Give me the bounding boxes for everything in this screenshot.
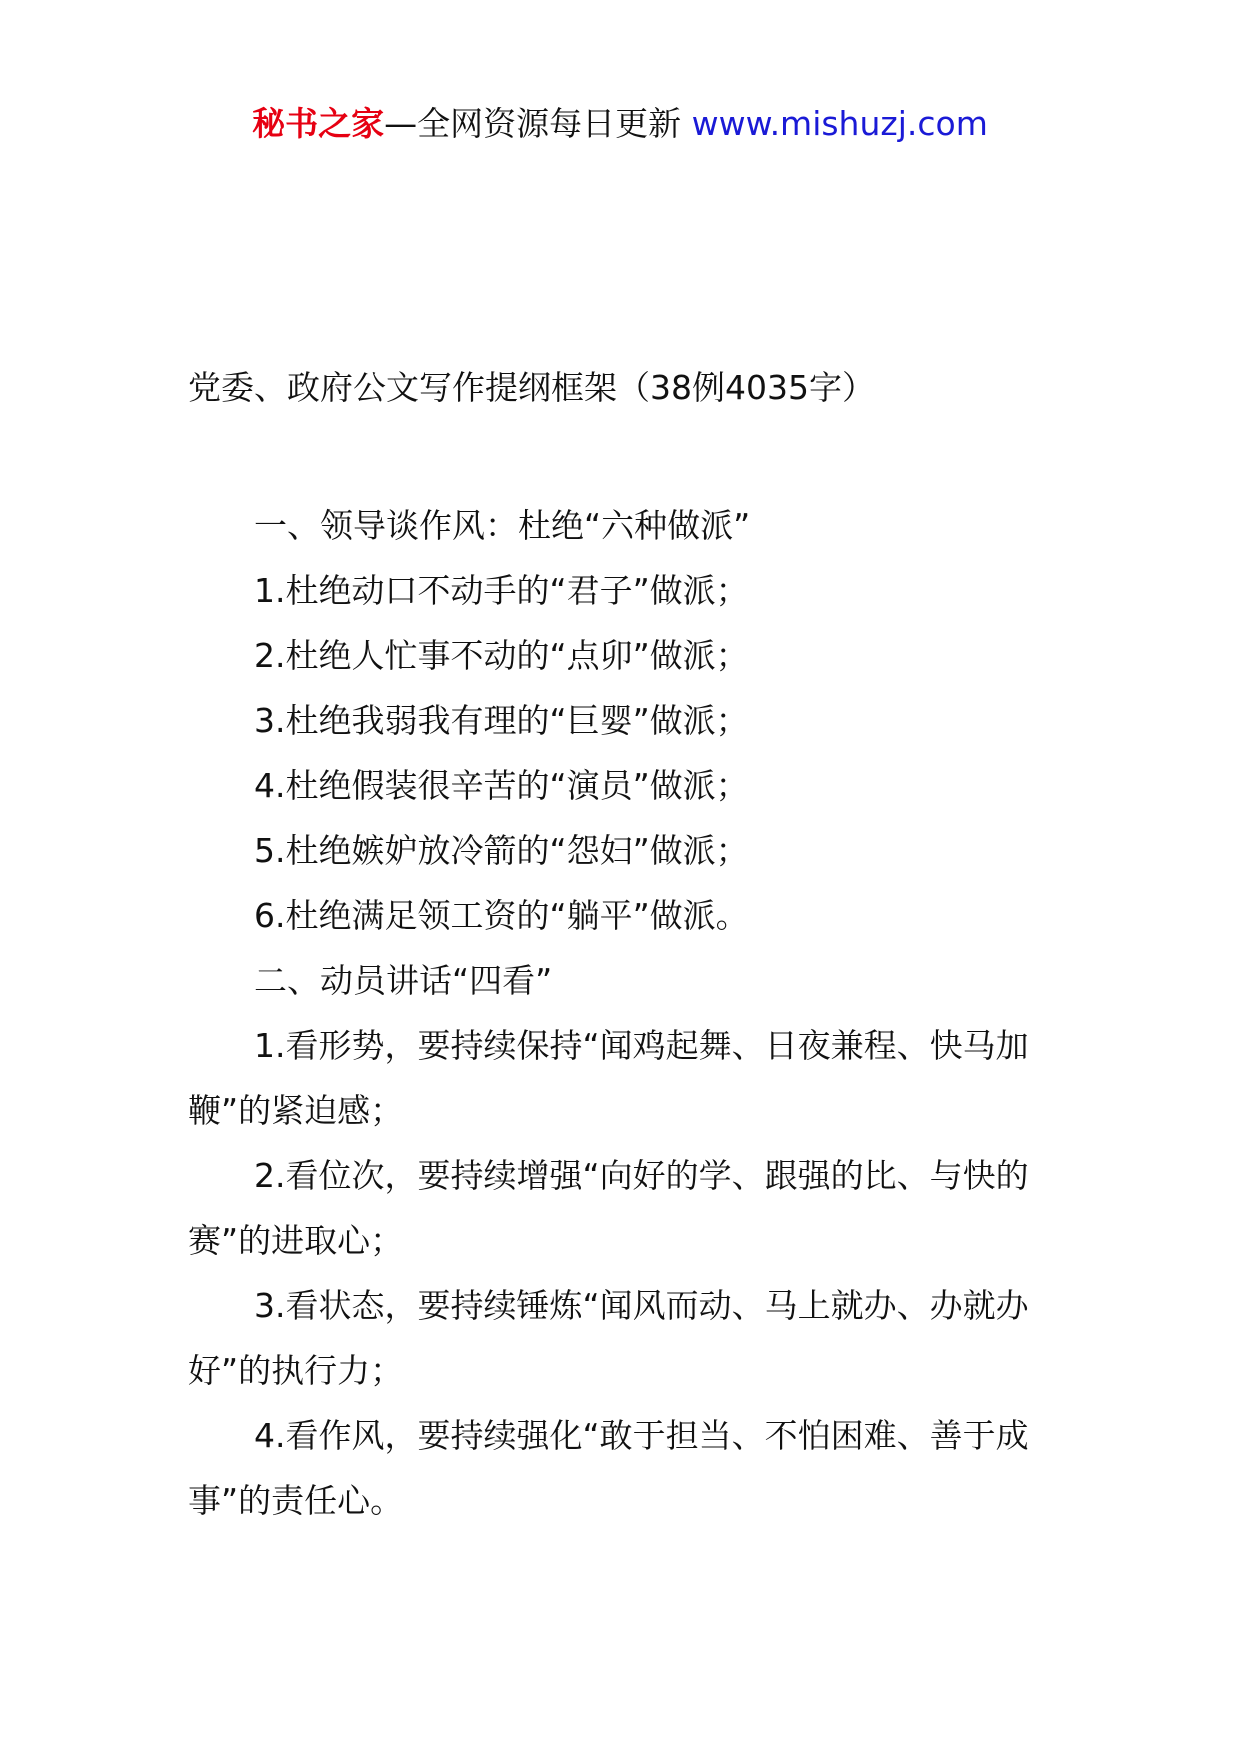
list-item: 4.看作风，要持续强化“敢于担当、不怕困难、善于成事”的责任心。: [188, 1416, 1029, 1520]
section-heading-1: 一、领导谈作风：杜绝“六种做派”: [254, 506, 751, 545]
list-item: 3.看状态，要持续锤炼“闻风而动、马上就办、办就办好”的执行力；: [188, 1286, 1029, 1390]
list-item: 1.看形势，要持续保持“闻鸡起舞、日夜兼程、快马加鞭”的紧迫感；: [188, 1026, 1029, 1130]
document-body: [188, 493, 1056, 1533]
page-header: [0, 100, 1240, 148]
list-item: 2.看位次，要持续增强“向好的学、跟强的比、与快的赛”的进取心；: [188, 1156, 1029, 1260]
brand-name: 秘书之家: [252, 104, 385, 143]
section-heading-2: 二、动员讲话“四看”: [254, 961, 553, 1000]
list-item: 3.杜绝我弱我有理的“巨婴”做派；: [254, 701, 749, 740]
list-item: 4.杜绝假装很辛苦的“演员”做派；: [254, 766, 749, 805]
site-link[interactable]: www.mishuzj.com: [691, 104, 988, 143]
document-title: 党委、政府公文写作提纲框架（38例4035字）: [188, 368, 875, 407]
header-tagline: —全网资源每日更新: [384, 104, 692, 143]
list-item: 6.杜绝满足领工资的“躺平”做派。: [254, 896, 749, 935]
list-item: 2.杜绝人忙事不动的“点卯”做派；: [254, 636, 749, 675]
list-item: 5.杜绝嫉妒放冷箭的“怨妇”做派；: [254, 831, 749, 870]
list-item: 1.杜绝动口不动手的“君子”做派；: [254, 571, 749, 610]
